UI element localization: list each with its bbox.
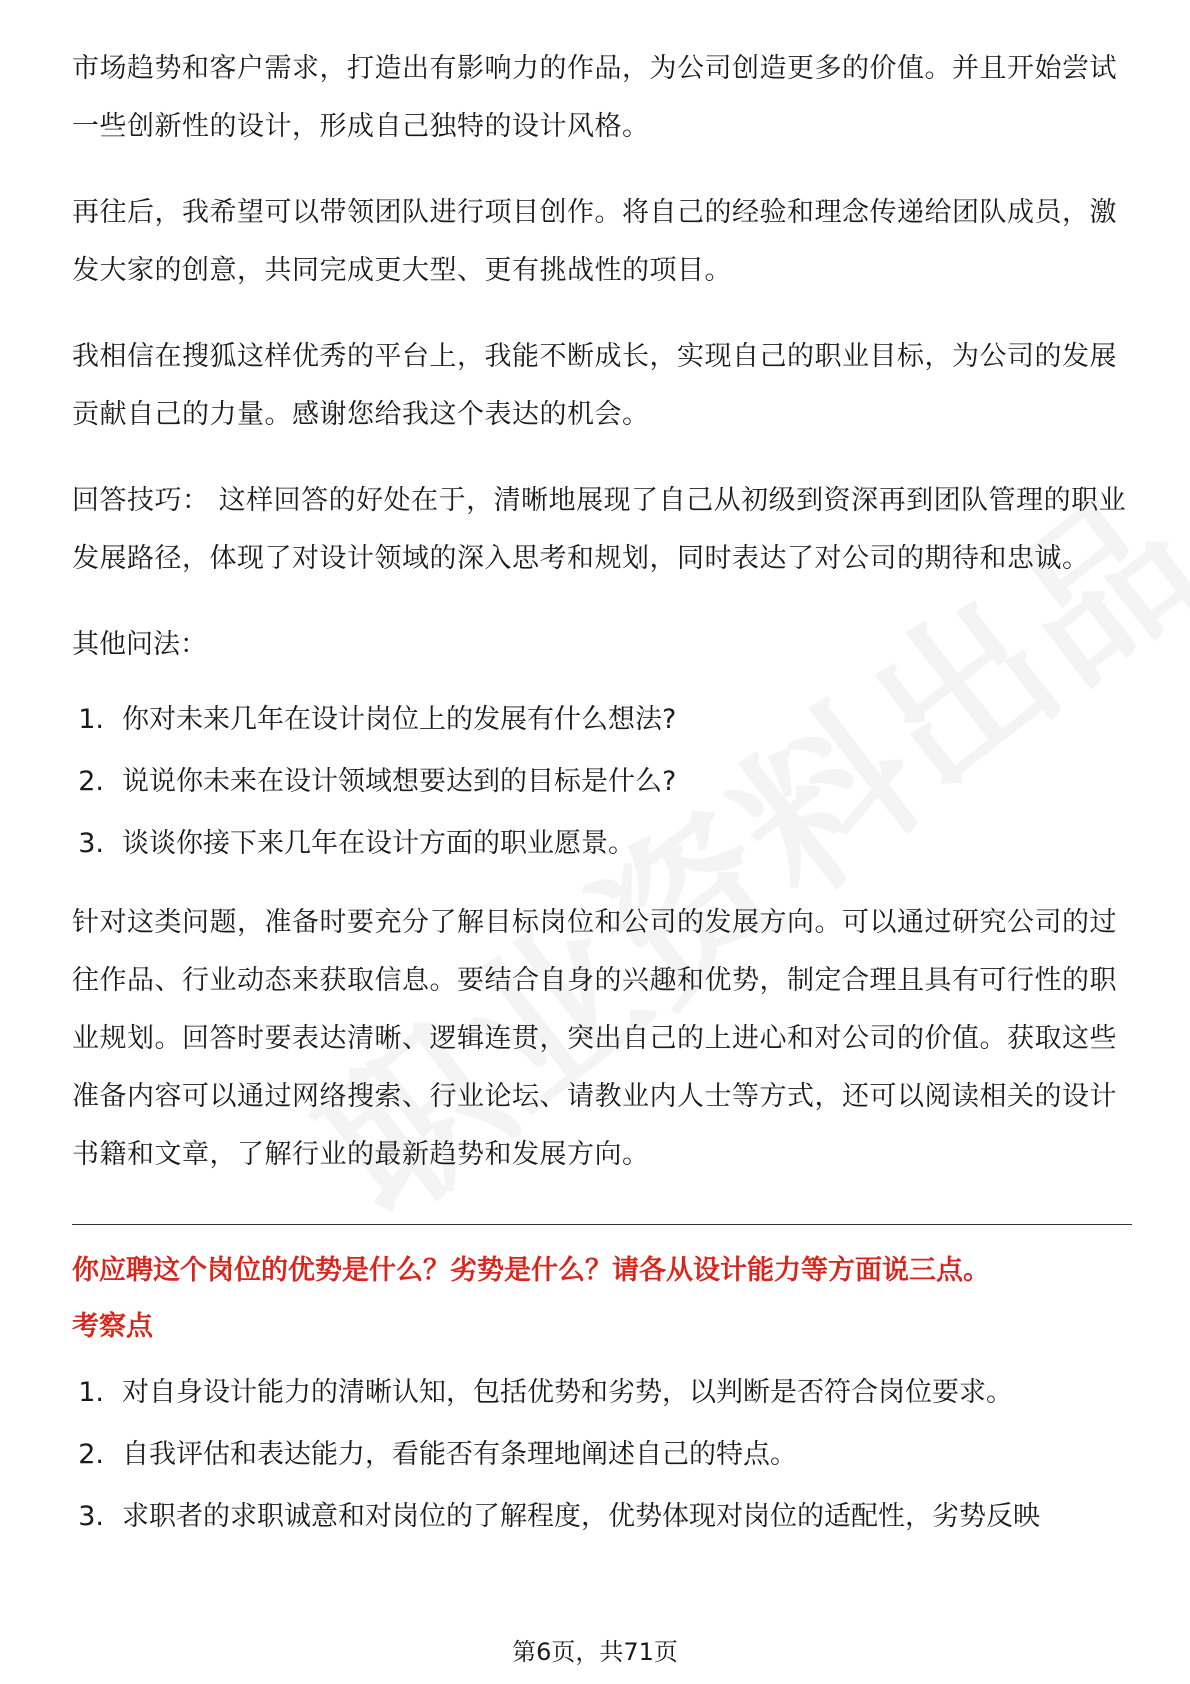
assessment-points-list <box>72 1369 1132 1541</box>
list-item-text: 你对未来几年在设计岗位上的发展有什么想法? <box>122 704 677 735</box>
list-item-text: 求职者的求职诚意和对岗位的了解程度，优势体现对岗位的适配性，劣势反映 <box>122 1501 1040 1532</box>
list-item-text: 谈谈你接下来几年在设计方面的职业愿景。 <box>122 828 635 859</box>
preparation-paragraph: 针对这类问题，准备时要充分了解目标岗位和公司的发展方向。可以通过研究公司的过往作品、行业动态来获取信息。要结合自身的兴趣和优势，制定合理且具有可行性的职业规划。回答时要表达清晰、逻辑连贯，突出自己的上进心和对公司的价值。获取这些准备内容可以通过网络搜索、行业论坛、请教业内人士等方式，还可以阅读相关的设计书籍和文章，了解行业的最新趋势和发展方向。 <box>72 907 1117 1170</box>
assessment-points-heading: 考察点 <box>72 1311 153 1342</box>
list-item-text: 对自身设计能力的清晰认知，包括优势和劣势，以判断是否符合岗位要求。 <box>122 1377 1013 1408</box>
paragraph-2: 再往后，我希望可以带领团队进行项目创作。将自己的经验和理念传递给团队成员，激发大家的创意，共同完成更大型、更有挑战性的项目。 <box>72 197 1117 286</box>
paragraph-1: 市场趋势和客户需求，打造出有影响力的作品，为公司创造更多的价值。并且开始尝试一些创新性的设计，形成自己独特的设计风格。 <box>72 53 1117 142</box>
answer-tip-paragraph: 回答技巧： 这样回答的好处在于，清晰地展现了自己从初级到资深再到团队管理的职业发展路径，体现了对设计领域的深入思考和规划，同时表达了对公司的期待和忠诚。 <box>72 485 1127 574</box>
list-item-number: 3. <box>78 828 104 859</box>
list-item-number: 1. <box>78 1377 104 1408</box>
list-item-text: 说说你未来在设计领域想要达到的目标是什么? <box>122 766 677 797</box>
list-item-number: 2. <box>78 1439 104 1470</box>
list-item <box>72 820 1132 868</box>
other-questions-list <box>72 696 1132 868</box>
list-item-number: 3. <box>78 1501 104 1532</box>
list-item-number: 1. <box>78 704 104 735</box>
question-heading: 你应聘这个岗位的优势是什么？劣势是什么？请各从设计能力等方面说三点。 <box>72 1255 990 1286</box>
list-item <box>72 1431 1132 1479</box>
section-divider <box>72 1224 1132 1225</box>
other-questions-label: 其他问法： <box>72 629 207 660</box>
list-item <box>72 696 1132 744</box>
paragraph-3: 我相信在搜狐这样优秀的平台上，我能不断成长，实现自己的职业目标，为公司的发展贡献自己的力量。感谢您给我这个表达的机会。 <box>72 341 1117 430</box>
list-item-text: 自我评估和表达能力，看能否有条理地阐述自己的特点。 <box>122 1439 797 1470</box>
document-body <box>72 40 1132 1567</box>
list-item <box>72 758 1132 806</box>
page-footer: 第6页，共71页 <box>512 1638 678 1666</box>
list-item-number: 2. <box>78 766 104 797</box>
list-item <box>72 1369 1132 1417</box>
list-item <box>72 1493 1132 1541</box>
